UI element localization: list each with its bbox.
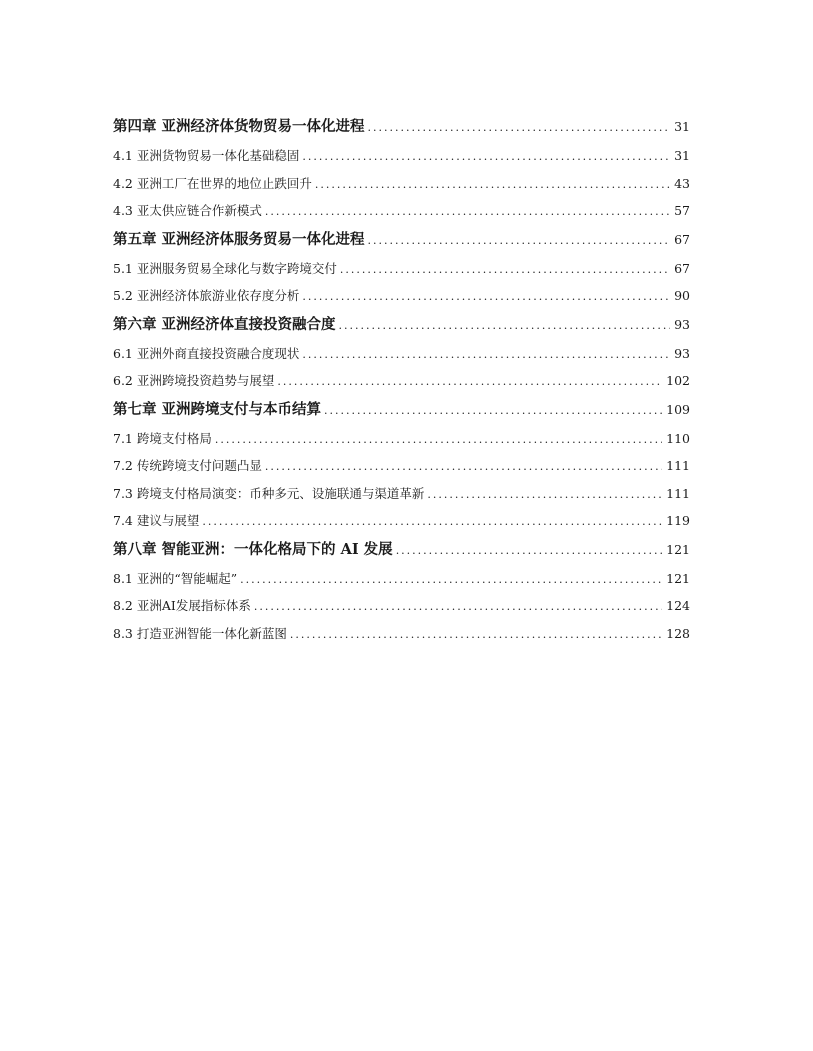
toc-section-7-4[interactable] bbox=[113, 507, 690, 535]
toc-entry-title: 8.1 亚洲的“智能崛起” bbox=[113, 570, 238, 586]
dot-leader bbox=[302, 283, 670, 311]
toc-entry-title: 7.1 跨境支付格局 bbox=[113, 430, 212, 446]
toc-section-5-1[interactable] bbox=[113, 255, 690, 283]
toc-section-4-3[interactable] bbox=[113, 197, 690, 225]
toc-page-number: 111 bbox=[666, 458, 690, 473]
toc-page-number: 43 bbox=[674, 175, 690, 191]
toc-page-number: 57 bbox=[674, 203, 690, 218]
toc-page-number: 109 bbox=[666, 401, 690, 417]
dot-leader bbox=[290, 621, 662, 649]
dot-leader bbox=[240, 566, 662, 594]
toc-entry-title: 8.2 亚洲AI发展指标体系 bbox=[113, 598, 251, 613]
toc-entry-title: 第七章 亚洲跨境支付与本币结算 bbox=[113, 400, 322, 418]
dot-leader bbox=[215, 426, 662, 454]
toc-chapter-7[interactable] bbox=[113, 395, 690, 425]
toc-entry-title: 4.2 亚洲工厂在世界的地位止跌回升 bbox=[113, 175, 312, 191]
dot-leader bbox=[368, 113, 671, 143]
dot-leader bbox=[302, 341, 670, 369]
toc-section-6-2[interactable] bbox=[113, 367, 690, 395]
toc-page-number: 119 bbox=[666, 513, 690, 528]
toc-chapter-6[interactable] bbox=[113, 310, 690, 340]
toc-page-number: 111 bbox=[666, 485, 690, 501]
toc-section-5-2[interactable] bbox=[113, 282, 690, 310]
toc-page-number: 124 bbox=[666, 598, 690, 613]
toc-entry-title: 第八章 智能亚洲：一体化格局下的 AI 发展 bbox=[113, 540, 393, 558]
toc-section-4-1[interactable] bbox=[113, 142, 690, 170]
toc-entry-title: 6.1 亚洲外商直接投资融合度现状 bbox=[113, 345, 300, 361]
toc-entry-title: 5.2 亚洲经济体旅游业依存度分析 bbox=[113, 288, 300, 303]
toc-page-number: 121 bbox=[666, 541, 690, 557]
dot-leader bbox=[277, 368, 662, 396]
toc-entry-title: 4.1 亚洲货物贸易一体化基础稳固 bbox=[113, 148, 300, 163]
toc-entry-title: 第四章 亚洲经济体货物贸易一体化进程 bbox=[113, 118, 365, 135]
toc-page-number: 31 bbox=[674, 148, 690, 163]
toc-entry-title: 7.3 跨境支付格局演变：币种多元、设施联通与渠道革新 bbox=[113, 485, 425, 501]
toc-entry-title: 5.1 亚洲服务贸易全球化与数字跨境交付 bbox=[113, 260, 337, 276]
table-of-contents bbox=[113, 112, 690, 647]
toc-chapter-5[interactable] bbox=[113, 225, 690, 255]
toc-page-number: 121 bbox=[666, 570, 690, 586]
toc-page-number: 67 bbox=[674, 260, 690, 276]
toc-section-8-1[interactable] bbox=[113, 565, 690, 593]
toc-entry-title: 第五章 亚洲经济体服务贸易一体化进程 bbox=[113, 230, 365, 248]
toc-section-8-3[interactable] bbox=[113, 620, 690, 648]
toc-entry-title: 4.3 亚太供应链合作新模式 bbox=[113, 203, 262, 218]
dot-leader bbox=[339, 311, 671, 341]
dot-leader bbox=[254, 593, 662, 621]
dot-leader bbox=[396, 536, 662, 566]
toc-page-number: 128 bbox=[666, 625, 690, 641]
dot-leader bbox=[302, 143, 670, 171]
toc-chapter-4[interactable] bbox=[113, 112, 690, 142]
toc-page-number: 102 bbox=[666, 373, 690, 388]
toc-page-number: 93 bbox=[674, 316, 690, 332]
toc-page-number: 31 bbox=[674, 119, 690, 134]
dot-leader bbox=[265, 198, 670, 226]
dot-leader bbox=[202, 508, 662, 536]
dot-leader bbox=[368, 226, 671, 256]
toc-entry-title: 6.2 亚洲跨境投资趋势与展望 bbox=[113, 373, 275, 388]
toc-entry-title: 7.4 建议与展望 bbox=[113, 513, 200, 528]
toc-page-number: 110 bbox=[666, 430, 690, 446]
toc-page-number: 90 bbox=[674, 288, 690, 303]
toc-section-4-2[interactable] bbox=[113, 170, 690, 198]
toc-entry-title: 8.3 打造亚洲智能一体化新蓝图 bbox=[113, 625, 287, 641]
dot-leader bbox=[315, 171, 670, 199]
toc-page-number: 93 bbox=[674, 345, 690, 361]
dot-leader bbox=[265, 453, 662, 481]
dot-leader bbox=[340, 256, 670, 284]
toc-entry-title: 第六章 亚洲经济体直接投资融合度 bbox=[113, 315, 336, 333]
toc-entry-title: 7.2 传统跨境支付问题凸显 bbox=[113, 458, 262, 473]
toc-page-number: 67 bbox=[674, 231, 690, 247]
toc-section-7-2[interactable] bbox=[113, 452, 690, 480]
dot-leader bbox=[324, 396, 662, 426]
toc-section-6-1[interactable] bbox=[113, 340, 690, 368]
toc-section-7-3[interactable] bbox=[113, 480, 690, 508]
toc-section-7-1[interactable] bbox=[113, 425, 690, 453]
dot-leader bbox=[427, 481, 662, 509]
toc-section-8-2[interactable] bbox=[113, 592, 690, 620]
toc-chapter-8[interactable] bbox=[113, 535, 690, 565]
